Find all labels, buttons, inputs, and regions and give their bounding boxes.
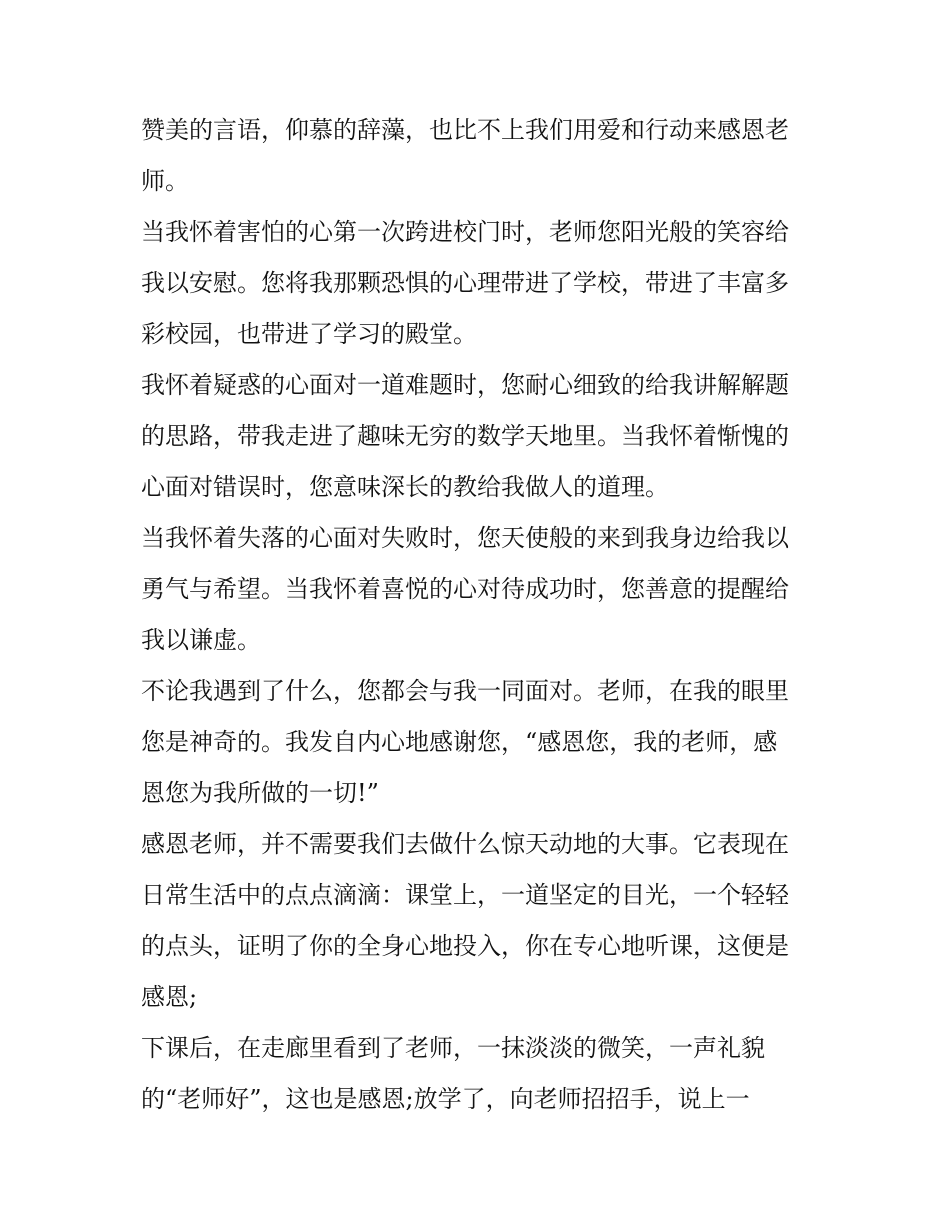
text-line: 彩校园，也带进了学习的殿堂。 <box>141 320 477 348</box>
text-line: 勇气与希望。当我怀着喜悦的心对待成功时，您善意的提醒给 <box>141 575 789 603</box>
text-line: 我以谦虚。 <box>141 626 261 654</box>
text-line: 不论我遇到了什么，您都会与我一同面对。老师，在我的眼里 <box>141 677 789 705</box>
text-line: 的思路，带我走进了趣味无穷的数学天地里。当我怀着惭愧的 <box>141 422 789 450</box>
text-line: 赞美的言语，仰慕的辞藻，也比不上我们用爱和行动来感恩老 <box>141 116 789 144</box>
text-line: 下课后，在走廊里看到了老师，一抹淡淡的微笑，一声礼貌 <box>141 1034 765 1062</box>
text-line: 恩您为我所做的一切!” <box>141 779 379 807</box>
text-line: 心面对错误时，您意味深长的教给我做人的道理。 <box>141 473 669 501</box>
text-line: 感恩; <box>141 983 198 1011</box>
text-line: 的“老师好”，这也是感恩;放学了，向老师招招手，说上一 <box>141 1085 750 1113</box>
text-line: 当我怀着失落的心面对失败时，您天使般的来到我身边给我以 <box>141 524 789 552</box>
text-line: 的点头，证明了你的全身心地投入，你在专心地听课，这便是 <box>141 932 789 960</box>
text-line: 感恩老师，并不需要我们去做什么惊天动地的大事。它表现在 <box>141 830 789 858</box>
text-line: 我怀着疑惑的心面对一道难题时，您耐心细致的给我讲解解题 <box>141 371 789 399</box>
text-line: 师。 <box>141 167 189 195</box>
text-line: 您是神奇的。我发自内心地感谢您，“感恩您，我的老师，感 <box>141 728 778 756</box>
text-line: 当我怀着害怕的心第一次跨进校门时，老师您阳光般的笑容给 <box>141 218 789 246</box>
text-line: 我以安慰。您将我那颗恐惧的心理带进了学校，带进了丰富多 <box>141 269 789 297</box>
text-line: 日常生活中的点点滴滴：课堂上，一道坚定的目光，一个轻轻 <box>141 881 789 909</box>
